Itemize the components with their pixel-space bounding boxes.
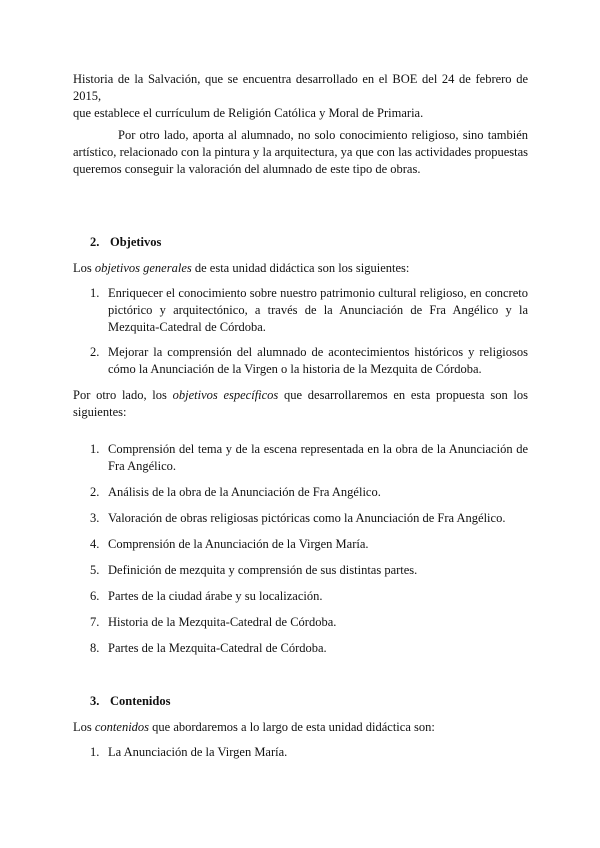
list-text: Valoración de obras religiosas pictóricas como la Anunciación de Fra Angélico. [108, 511, 506, 525]
intro-line-2: que establece el currículum de Religión Católica y Moral de Primaria. [73, 106, 424, 120]
list-item [90, 562, 528, 579]
list-item [90, 285, 528, 336]
section-title: Objetivos [110, 235, 162, 249]
contenidos-intro: Los contenidos que abordaremos a lo largo de esta unidad didáctica son: [73, 720, 435, 734]
list-text: La Anunciación de la Virgen María. [108, 745, 288, 759]
list-text: Mejorar la comprensión del alumnado de acontecimientos históricos y religiosos cómo la Anunciación de la Virgen o la historia de la Mezquita de Córdoba. [108, 345, 528, 376]
list-number: 7. [90, 615, 100, 629]
section-title: Contenidos [110, 694, 171, 708]
list-item [90, 510, 528, 527]
list-number: 5. [90, 563, 100, 577]
list-number: 1. [90, 442, 100, 456]
list-text: Partes de la Mezquita-Catedral de Córdoba. [108, 641, 327, 655]
emphasis-objetivos-especificos: objetivos específicos [172, 388, 279, 402]
list-item [90, 744, 528, 761]
list-number: 1. [90, 286, 100, 300]
intro-paragraph-1 [73, 71, 528, 122]
list-text: Definición de mezquita y comprensión de sus distintas partes. [108, 563, 418, 577]
list-text: Historia de la Mezquita-Catedral de Córdoba. [108, 615, 337, 629]
list-number: 4. [90, 537, 100, 551]
intro-paragraph-2: Por otro lado, aporta al alumnado, no solo conocimiento religioso, sino también artístico, relacionado con la pintura y la arquitectura, ya que con las actividades propuestas queremos conseguir la valoración del alumnado de este tipo de obras. [73, 128, 528, 176]
list-item [90, 640, 528, 657]
list-text: Comprensión de la Anunciación de la Virgen María. [108, 537, 369, 551]
emphasis-contenidos: contenidos [94, 720, 150, 734]
list-number: 1. [90, 745, 100, 759]
emphasis-objetivos-generales: objetivos generales [94, 261, 192, 275]
section-number: 2. [90, 235, 100, 249]
section-number: 3. [90, 694, 100, 708]
list-item [90, 588, 528, 605]
objetivos-especificos-intro: Por otro lado, los objetivos específicos que desarrollaremos en esta propuesta son los siguientes: [73, 388, 528, 419]
list-text: Comprensión del tema y de la escena representada en la obra de la Anunciación de Fra Angélico. [108, 442, 528, 473]
list-number: 2. [90, 345, 100, 359]
list-number: 6. [90, 589, 100, 603]
list-text: Partes de la ciudad árabe y su localización. [108, 589, 323, 603]
list-number: 2. [90, 485, 100, 499]
intro-line-1: Historia de la Salvación, que se encuentra desarrollado en el BOE del 24 de febrero de 2015, [73, 72, 528, 103]
list-item [90, 344, 528, 378]
list-item [90, 536, 528, 553]
section-heading-objetivos [90, 234, 161, 251]
list-item [90, 441, 528, 475]
section-heading-contenidos [90, 693, 170, 710]
list-item [90, 484, 528, 501]
list-number: 3. [90, 511, 100, 525]
objetivos-generales-intro: Los objetivos generales de esta unidad didáctica son los siguientes: [73, 261, 410, 275]
list-text: Enriquecer el conocimiento sobre nuestro patrimonio cultural religioso, en concreto pictórico y arquitectónico, a través de la Anunciación de Fra Angélico y la Mezquita-Catedral de Córdoba. [108, 286, 528, 334]
list-text: Análisis de la obra de la Anunciación de Fra Angélico. [108, 485, 381, 499]
list-item [90, 614, 528, 631]
list-number: 8. [90, 641, 100, 655]
